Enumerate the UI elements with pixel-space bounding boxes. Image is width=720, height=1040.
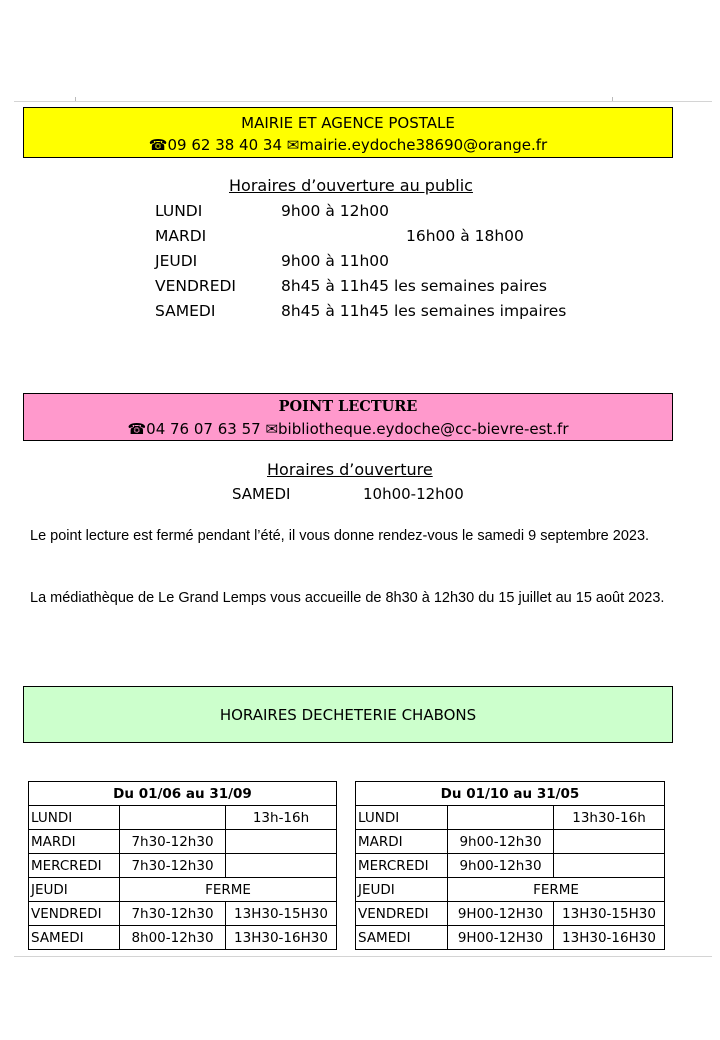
- schedule-day: VENDREDI: [155, 277, 236, 295]
- am-cell: 9H00-12H30: [448, 902, 554, 926]
- day-cell: MERCREDI: [29, 854, 120, 878]
- am-cell: 9H00-12H30: [448, 926, 554, 950]
- table-row: [356, 854, 665, 878]
- table-row: [356, 830, 665, 854]
- lecture-paragraph-mediatheque: La médiathèque de Le Grand Lemps vous accueille de 8h30 à 12h30 du 15 juillet au 15 août 2023.: [30, 590, 665, 606]
- phone-icon: ☎: [127, 420, 147, 438]
- am-cell: 7h30-12h30: [120, 902, 226, 926]
- envelope-icon: ✉: [286, 136, 300, 154]
- mairie-box: [23, 107, 673, 158]
- pm-cell: [554, 854, 665, 878]
- day-cell: SAMEDI: [356, 926, 448, 950]
- closed-cell: FERME: [120, 878, 337, 902]
- day-cell: SAMEDI: [29, 926, 120, 950]
- day-cell: LUNDI: [356, 806, 448, 830]
- page-bottom-line: [14, 956, 712, 957]
- am-cell: 7h30-12h30: [120, 854, 226, 878]
- table-row: [29, 830, 337, 854]
- decheterie-summer-table: [28, 781, 337, 950]
- winter-table-header: Du 01/10 au 31/05: [356, 782, 665, 806]
- day-cell: VENDREDI: [356, 902, 448, 926]
- am-cell: 9h00-12h30: [448, 854, 554, 878]
- am-cell: [448, 806, 554, 830]
- decheterie-box: [23, 686, 673, 743]
- pm-cell: [554, 830, 665, 854]
- envelope-icon: ✉: [265, 420, 279, 438]
- schedule-day: JEUDI: [155, 252, 198, 270]
- lecture-phone: 04 76 07 63 57: [146, 420, 261, 438]
- pm-cell: [226, 854, 337, 878]
- day-cell: MERCREDI: [356, 854, 448, 878]
- lecture-title: POINT LECTURE: [278, 398, 418, 415]
- lecture-email[interactable]: bibliotheque.eydoche@cc-bievre-est.fr: [278, 420, 569, 438]
- schedule-time: 16h00 à 18h00: [406, 227, 524, 245]
- decheterie-winter-table: [355, 781, 665, 950]
- ruler-tick: [612, 97, 613, 101]
- pm-cell: 13h-16h: [226, 806, 337, 830]
- phone-icon: ☎: [148, 136, 168, 154]
- mairie-phone: 09 62 38 40 34: [167, 136, 282, 154]
- pm-cell: 13H30-15H30: [226, 902, 337, 926]
- day-cell: LUNDI: [29, 806, 120, 830]
- table-row: [29, 806, 337, 830]
- table-row: [29, 854, 337, 878]
- schedule-time: 9h00 à 12h00: [281, 202, 390, 220]
- lecture-contact: [24, 418, 672, 440]
- lecture-hours-day: SAMEDI: [232, 485, 291, 503]
- lecture-paragraph-closed: Le point lecture est fermé pendant l’été, il vous donne rendez-vous le samedi 9 septembre 2023.: [30, 528, 650, 544]
- table-row: [29, 902, 337, 926]
- schedule-day: SAMEDI: [155, 302, 216, 320]
- am-cell: 7h30-12h30: [120, 830, 226, 854]
- table-row: [356, 902, 665, 926]
- lecture-hours-title: Horaires d’ouverture: [267, 460, 433, 479]
- day-cell: JEUDI: [29, 878, 120, 902]
- closed-cell: FERME: [448, 878, 665, 902]
- am-cell: 9h00-12h30: [448, 830, 554, 854]
- pm-cell: [226, 830, 337, 854]
- page-header-line: [14, 101, 712, 102]
- table-row: [356, 878, 665, 902]
- lecture-box: [23, 393, 673, 441]
- pm-cell: 13H30-15H30: [554, 902, 665, 926]
- schedule-time: 9h00 à 11h00: [281, 252, 390, 270]
- day-cell: MARDI: [29, 830, 120, 854]
- day-cell: MARDI: [356, 830, 448, 854]
- pm-cell: 13h30-16h: [554, 806, 665, 830]
- schedule-day: MARDI: [155, 227, 207, 245]
- mairie-contact: [24, 134, 672, 156]
- mairie-email[interactable]: mairie.eydoche38690@orange.fr: [299, 136, 548, 154]
- table-row: [29, 926, 337, 950]
- pm-cell: 13H30-16H30: [554, 926, 665, 950]
- decheterie-title: HORAIRES DECHETERIE CHABONS: [219, 706, 477, 724]
- mairie-title: MAIRIE ET AGENCE POSTALE: [241, 114, 455, 132]
- schedule-time: 8h45 à 11h45 les semaines impaires: [281, 302, 567, 320]
- day-cell: VENDREDI: [29, 902, 120, 926]
- pm-cell: 13H30-16H30: [226, 926, 337, 950]
- ruler-tick: [75, 97, 76, 101]
- table-row: [29, 878, 337, 902]
- table-row: [356, 926, 665, 950]
- lecture-hours-time: 10h00-12h00: [363, 485, 464, 503]
- horaires-public-title: Horaires d’ouverture au public: [229, 176, 473, 195]
- day-cell: JEUDI: [356, 878, 448, 902]
- table-row: [356, 806, 665, 830]
- schedule-day: LUNDI: [155, 202, 203, 220]
- schedule-time: 8h45 à 11h45 les semaines paires: [281, 277, 547, 295]
- am-cell: [120, 806, 226, 830]
- summer-table-header: Du 01/06 au 31/09: [29, 782, 337, 806]
- am-cell: 8h00-12h30: [120, 926, 226, 950]
